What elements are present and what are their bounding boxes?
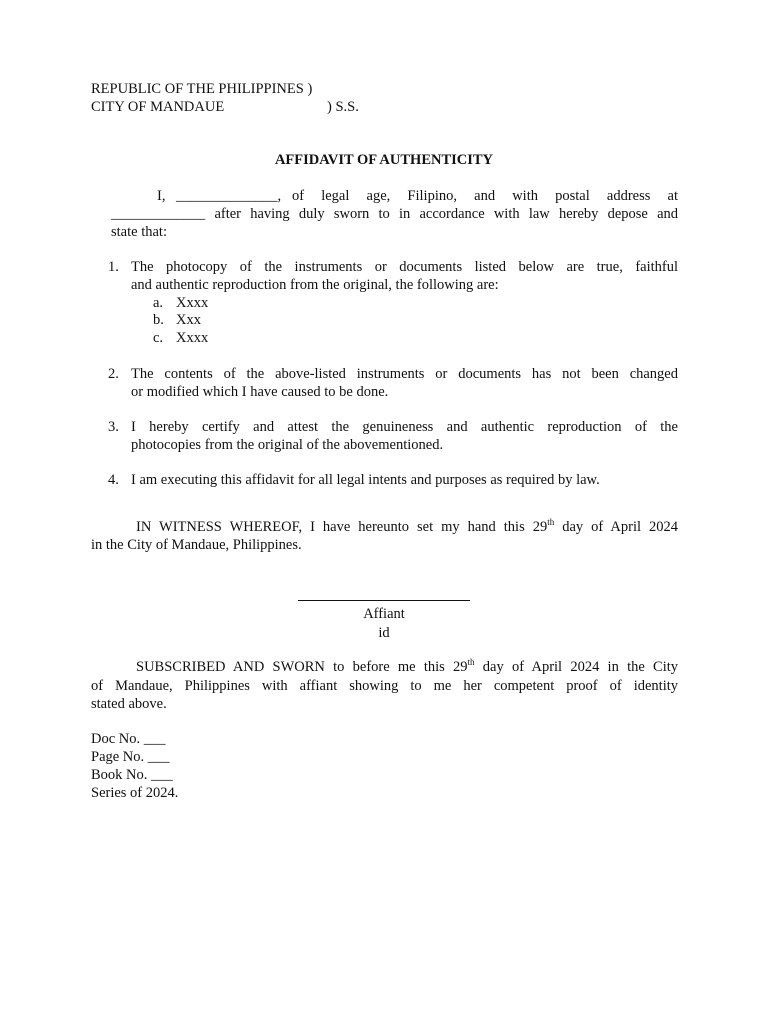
item-number: 1. [108,259,119,275]
item-1-line2: and authentic reproduction from the original, the following are: [131,277,499,293]
affiant-label: Affiant [363,606,405,622]
jurat-line2: of Mandaue, Philippines with affiant showing to me her competent proof of identity [91,678,678,694]
jurat-line3: stated above. [91,696,167,712]
document-title: AFFIDAVIT OF AUTHENTICITY [274,152,494,168]
subitem-letter: b. [153,312,164,328]
item-number: 4. [108,472,119,488]
series-year: Series of 2024. [91,785,179,801]
intro-line1: of legal age, Filipino, and with postal address at [292,188,678,204]
doc-number: Doc No. ___ [91,731,166,747]
book-number: Book No. ___ [91,767,173,783]
subitem-letter: a. [153,295,164,311]
item-number: 3. [108,419,119,435]
jurat-line1: SUBSCRIBED AND SWORN to before me this 29th day of April 2024 in the City [136,657,678,675]
item-2-line2: or modified which I have caused to be done. [131,384,389,400]
item-1-line1: The photocopy of the instruments or documents listed below are true, faithful [131,259,678,275]
subitem-text: Xxx [176,312,201,328]
item-2-line1: The contents of the above-listed instruments or documents has not been changed [131,366,678,382]
header-city: CITY OF MANDAUE [91,99,225,115]
witness-line1: IN WITNESS WHEREOF, I have hereunto set my hand this 29th day of April 2024 [136,517,678,535]
intro-line3: state that: [111,224,167,240]
header-republic: REPUBLIC OF THE PHILIPPINES ) [91,81,313,97]
witness-line2: in the City of Mandaue, Philippines. [91,537,302,553]
page-number: Page No. ___ [91,749,170,765]
item-3-line2: photocopies from the original of the abovementioned. [131,437,444,453]
subitem-text: Xxxx [176,295,209,311]
item-4-line1: I am executing this affidavit for all legal intents and purposes as required by law. [131,472,600,488]
affiant-id-label: id [378,625,390,641]
signature-line [298,600,470,601]
intro-i: I, [157,188,166,204]
item-number: 2. [108,366,119,382]
intro-line2: _____________ after having duly sworn to in accordance with law hereby depose and [111,206,678,222]
subitem-letter: c. [153,330,164,346]
item-3-line1: I hereby certify and attest the genuineness and authentic reproduction of the [131,419,678,435]
subitem-text: Xxxx [176,330,209,346]
intro-name-blank: ______________, [176,188,282,204]
header-ss: ) S.S. [327,99,359,115]
